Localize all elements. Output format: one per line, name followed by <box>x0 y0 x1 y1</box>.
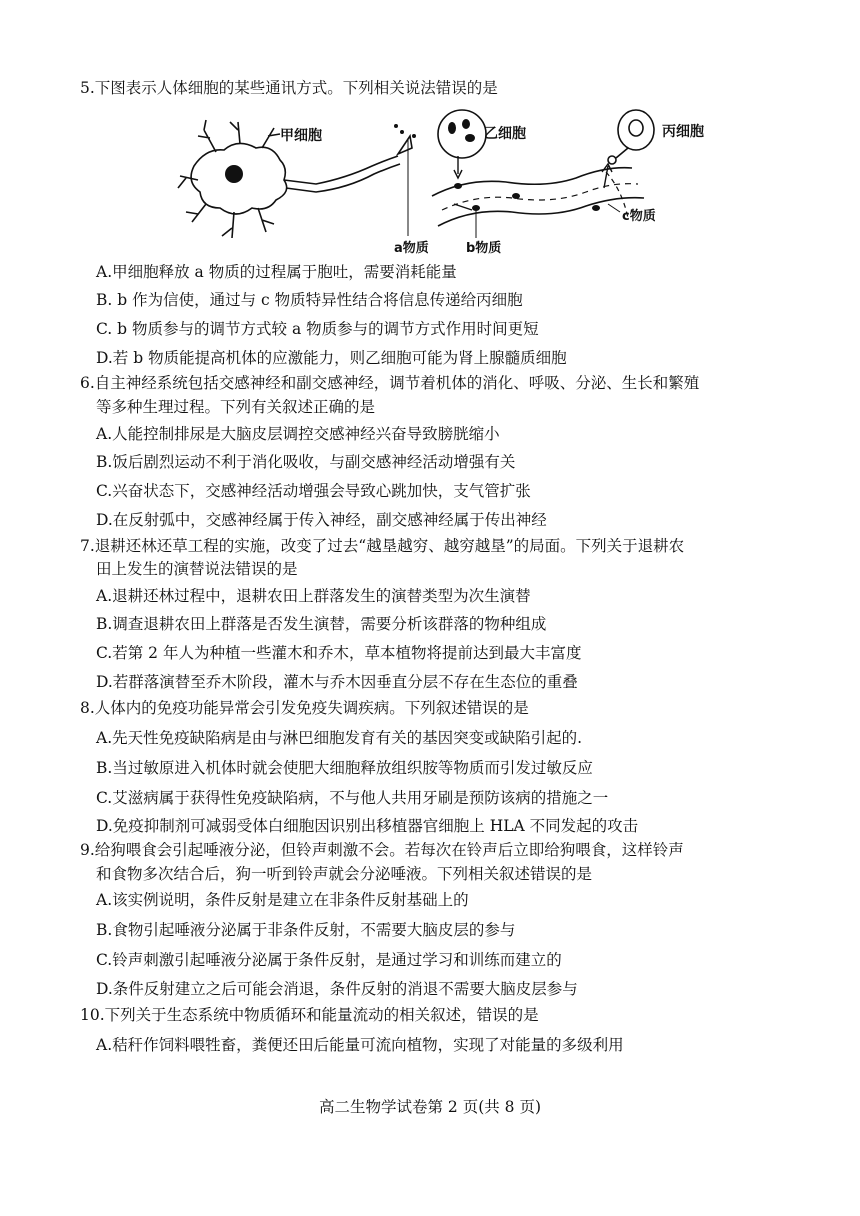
label-b-substance: b物质 <box>466 241 502 256</box>
page-footer: 高二生物学试卷第 2 页(共 8 页) <box>318 1098 542 1116</box>
label-cell-b: 乙细胞 <box>484 126 526 142</box>
blood-vessel <box>432 168 644 226</box>
q5-option-b: B. b 作为信使，通过与 c 物质特异性结合将信息传递给丙细胞 <box>96 291 523 309</box>
question-6-stem-line2: 等多种生理过程。下列有关叙述正确的是 <box>96 398 376 416</box>
q8-option-b: B.当过敏原进入机体时就会使肥大细胞释放组织胺等物质而引发过敏反应 <box>96 759 593 777</box>
question-9-stem-line1: 9.给狗喂食会引起唾液分泌，但铃声刺激不会。若每次在铃声后立即给狗喂食，这样铃声 <box>80 841 684 859</box>
q5-option-a: A.甲细胞释放 a 物质的过程属于胞吐，需要消耗能量 <box>96 263 457 281</box>
question-9-stem-line2: 和食物多次结合后，狗一听到铃声就会分泌唾液。下列相关叙述错误的是 <box>96 865 593 883</box>
q7-option-b: B.调查退耕农田上群落是否发生演替，需要分析该群落的物种组成 <box>96 615 547 633</box>
label-cell-a: 甲细胞 <box>280 128 322 144</box>
q10-option-a: A.秸秆作饲料喂牲畜，粪便还田后能量可流向植物，实现了对能量的多级利用 <box>96 1036 624 1054</box>
q6-option-b: B.饭后剧烈运动不利于消化吸收，与副交感神经活动增强有关 <box>96 453 516 471</box>
label-a-substance: a物质 <box>394 241 429 256</box>
q9-option-b: B.食物引起唾液分泌属于非条件反射，不需要大脑皮层的参与 <box>96 921 516 939</box>
q7-option-d: D.若群落演替至乔木阶段，灌木与乔木因垂直分层不存在生态位的重叠 <box>96 673 578 691</box>
question-5-stem: 5.下图表示人体细胞的某些通讯方式。下列相关说法错误的是 <box>80 79 498 97</box>
q9-option-c: C.铃声刺激引起唾液分泌属于条件反射，是通过学习和训练而建立的 <box>96 951 562 969</box>
q8-option-a: A.先天性免疫缺陷病是由与淋巴细胞发育有关的基因突变或缺陷引起的. <box>96 729 583 747</box>
label-c-substance: c物质 <box>622 209 656 224</box>
q6-option-d: D.在反射弧中，交感神经属于传入神经，副交感神经属于传出神经 <box>96 511 547 529</box>
q9-option-a: A.该实例说明，条件反射是建立在非条件反射基础上的 <box>96 891 469 909</box>
question-7-stem-line2: 田上发生的演替说法错误的是 <box>96 560 298 578</box>
diagram-svg <box>176 108 716 256</box>
question-6-stem-line1: 6.自主神经系统包括交感神经和副交感神经，调节着机体的消化、呼吸、分泌、生长和繁殖 <box>80 374 700 392</box>
q8-option-d: D.免疫抑制剂可减弱受体白细胞因识别出移植器官细胞上 HLA 不同发起的攻击 <box>96 817 639 835</box>
q8-option-c: C.艾滋病属于获得性免疫缺陷病，不与他人共用牙刷是预防该病的措施之一 <box>96 789 609 807</box>
question-7-stem-line1: 7.退耕还林还草工程的实施，改变了过去“越垦越穷、越穷越垦”的局面。下列关于退耕农 <box>80 537 685 555</box>
neuron-nucleus <box>225 165 243 183</box>
q6-option-c: C.兴奋状态下，交感神经活动增强会导致心跳加快，支气管扩张 <box>96 482 531 500</box>
c-substance-pointer <box>608 204 620 212</box>
cell-communication-diagram <box>176 108 716 256</box>
a-substance-dots <box>394 124 416 138</box>
q9-option-d: D.条件反射建立之后可能会消退，条件反射的消退不需要大脑皮层参与 <box>96 980 578 998</box>
question-8-stem: 8.人体内的免疫功能异常会引发免疫失调疾病。下列叙述错误的是 <box>80 699 529 717</box>
q7-option-c: C.若第 2 年人为种植一些灌木和乔木，草本植物将提前达到最大丰富度 <box>96 644 582 662</box>
question-10-stem: 10.下列关于生态系统中物质循环和能量流动的相关叙述，错误的是 <box>80 1006 539 1024</box>
b-substance-dots <box>454 183 600 211</box>
cell-b <box>438 110 486 178</box>
q5-option-d: D.若 b 物质能提高机体的应激能力，则乙细胞可能为肾上腺髓质细胞 <box>96 349 567 367</box>
label-cell-c: 丙细胞 <box>662 124 704 140</box>
q6-option-a: A.人能控制排尿是大脑皮层调控交感神经兴奋导致膀胱缩小 <box>96 425 500 443</box>
arrow-into-vessel <box>454 204 472 210</box>
q5-option-c: C. b 物质参与的调节方式较 a 物质参与的调节方式作用时间更短 <box>96 320 539 338</box>
q7-option-a: A.退耕还林过程中，退耕农田上群落发生的演替类型为次生演替 <box>96 587 531 605</box>
cell-c <box>608 110 654 164</box>
